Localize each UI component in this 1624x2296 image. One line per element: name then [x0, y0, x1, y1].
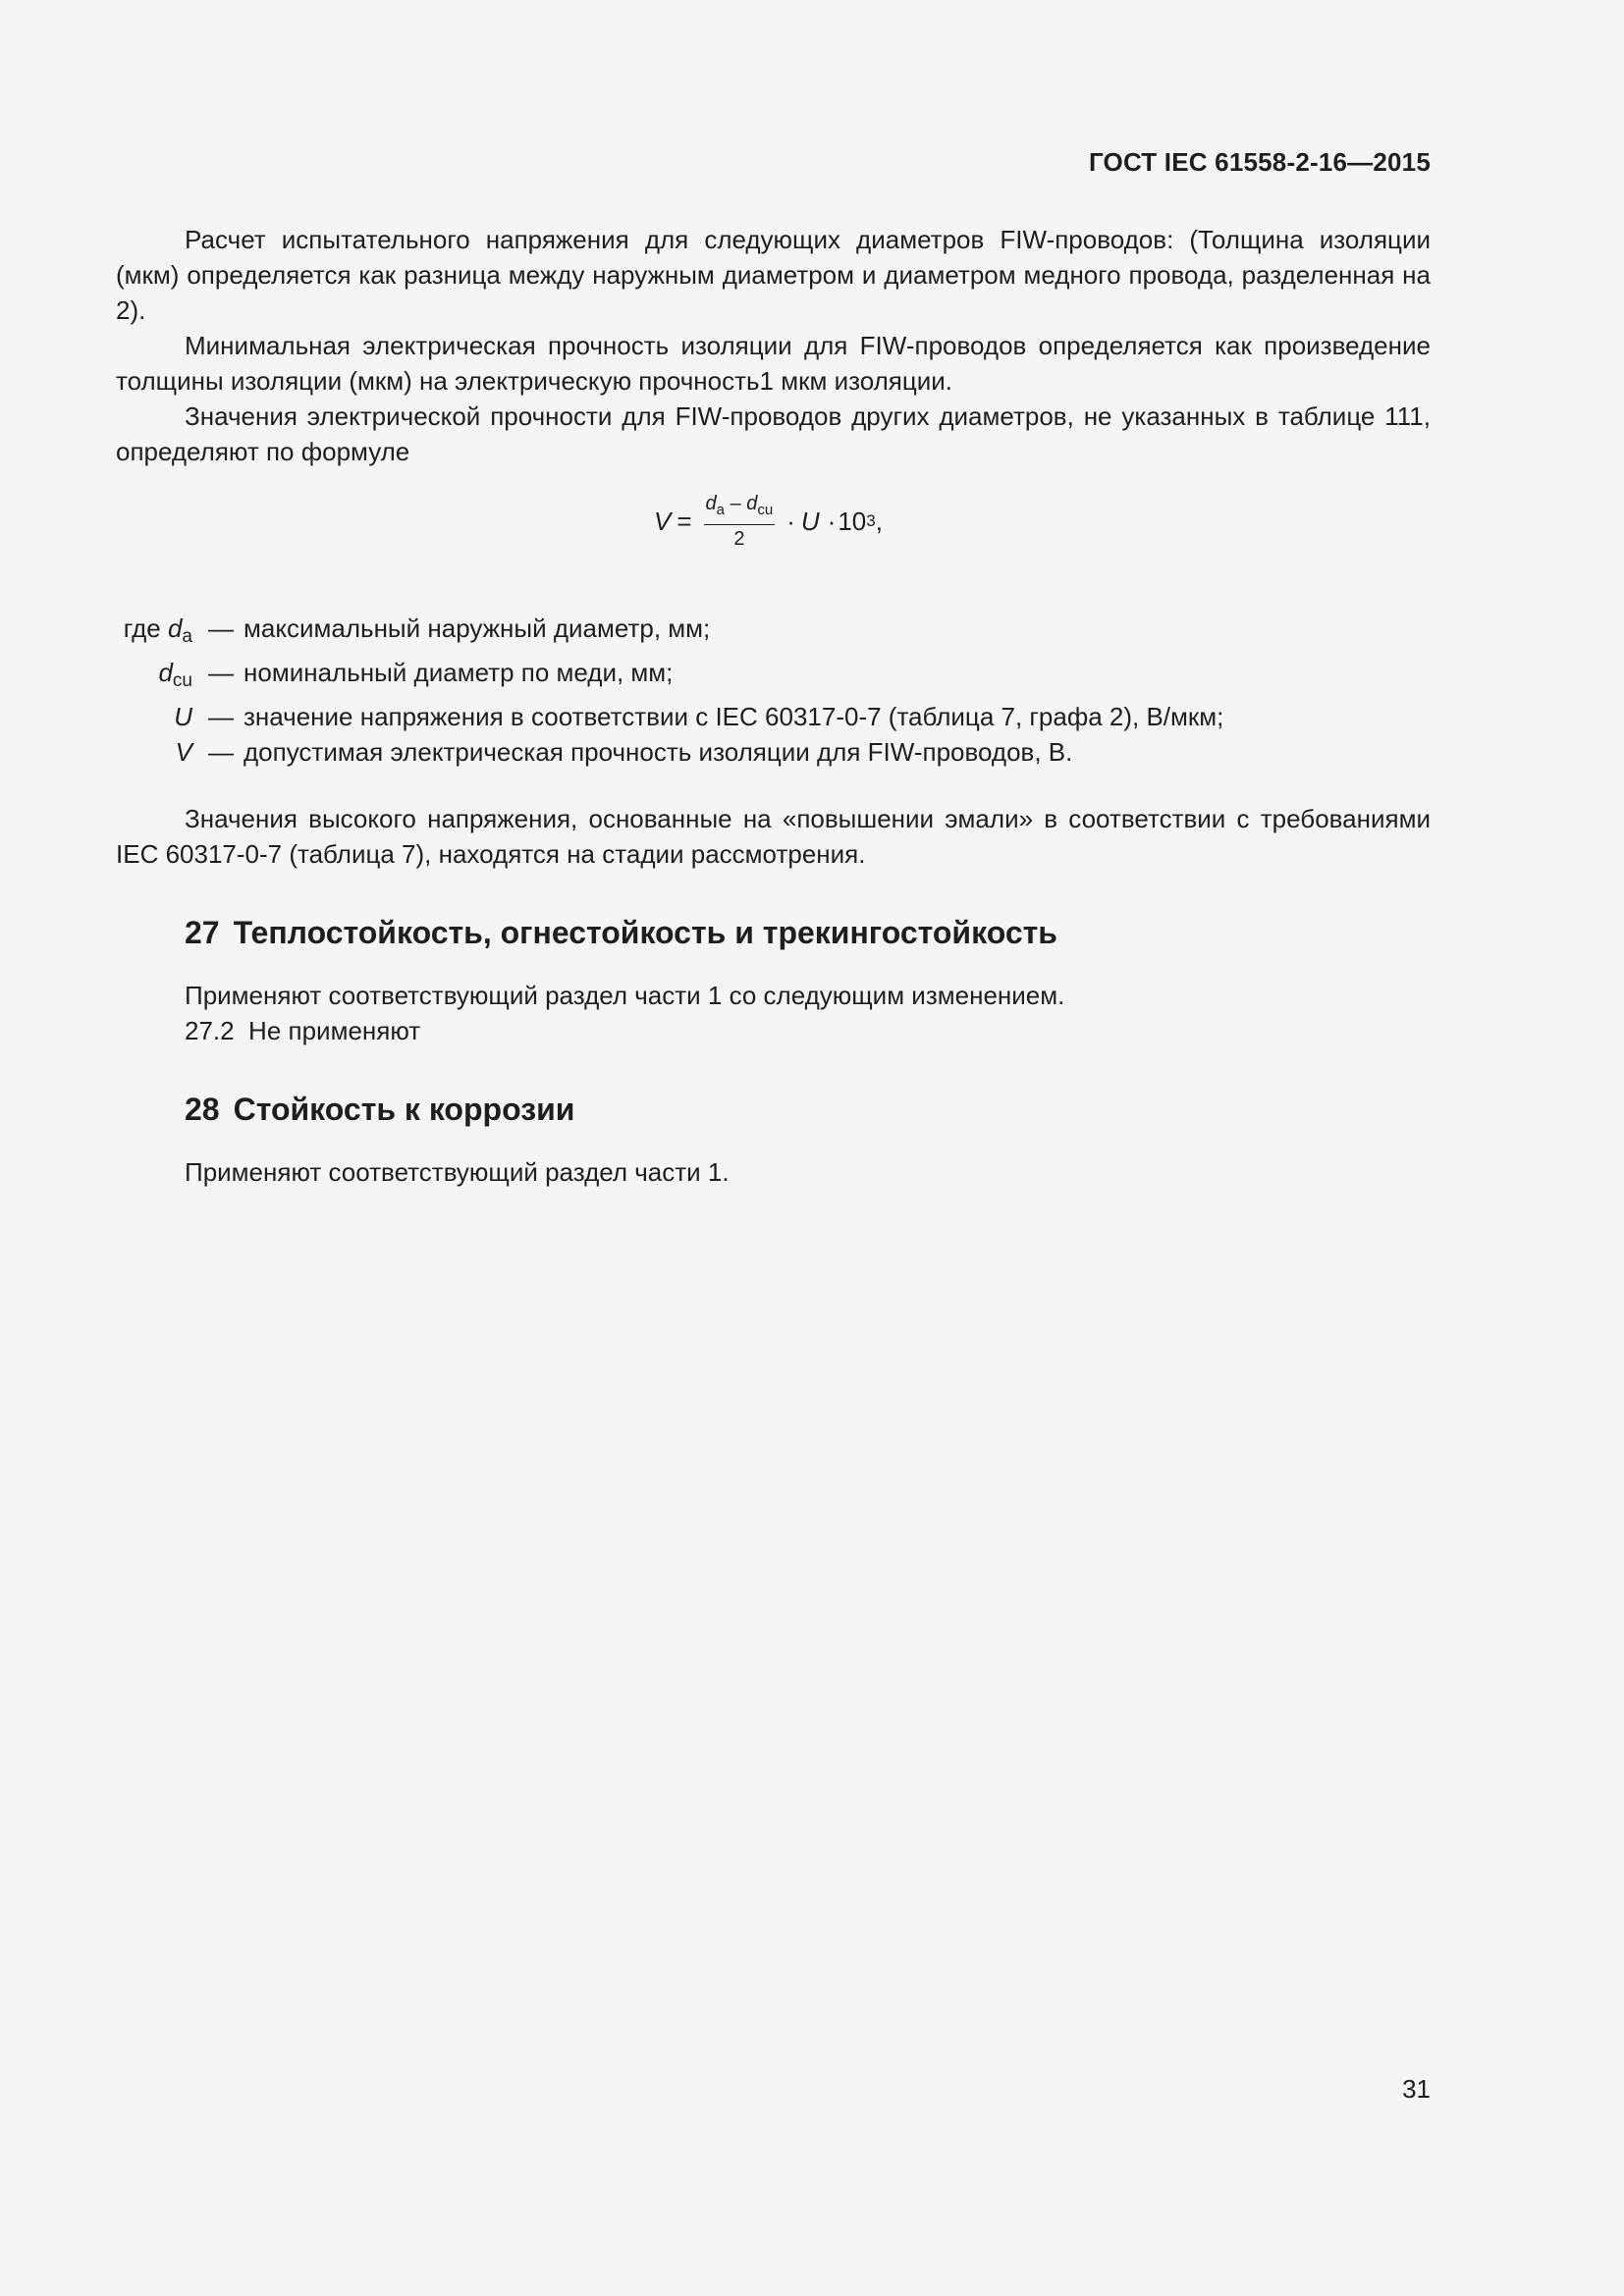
formula-equals: = [677, 507, 692, 536]
definition-symbol-sub: cu [172, 670, 192, 691]
definition-dash: — [208, 614, 234, 643]
definition-row [116, 611, 1431, 655]
formula-u: U [800, 507, 820, 536]
formula-dot-2: · [827, 507, 837, 536]
paragraph-formula-intro: Значения электрической прочности для FIW-проводов других диаметров, не указанных в таблице 111, определяют по формуле [116, 401, 1431, 466]
definition-dash: — [208, 737, 234, 767]
paragraph-high-voltage: Значения высокого напряжения, основанные на «повышении эмали» в соответствии с требованиями IEC 60317-0-7 (таблица 7), находятся на стадии рассмотрения. [116, 804, 1431, 869]
definition-text: значение напряжения в соответствии с IEC 60317-0-7 (таблица 7, графа 2), В/мкм; [244, 702, 1224, 731]
formula-dcu-sub: cu [757, 502, 774, 518]
definition-symbol [116, 655, 192, 699]
formula-power-base: 10 [838, 507, 867, 536]
definition-row [116, 734, 1431, 770]
section-heading-28 [116, 1090, 1431, 1129]
section-heading-27 [116, 913, 1431, 952]
formula-fraction [704, 492, 776, 551]
definitions-list [116, 611, 1431, 770]
formula-numerator [704, 492, 776, 525]
formula [654, 487, 883, 556]
paragraph-test-voltage: Расчет испытательного напряжения для следующих диаметров FIW-проводов: (Толщина изоляции (мкм) определяется как разница между наружным диаметром и диаметром медного провода, разделенная на 2). [116, 225, 1431, 325]
section-body-28 [116, 1154, 1431, 1190]
definition-text: допустимая электрическая прочность изоляции для FIW-проводов, В. [244, 737, 1073, 767]
definition-symbol [116, 734, 192, 770]
section-line: Применяют соответствующий раздел части 1. [185, 1157, 730, 1187]
document-header: ГОСТ IEC 61558-2-16—2015 [1088, 147, 1431, 177]
formula-da: d [705, 493, 717, 514]
definition-where: где [123, 614, 161, 643]
formula-block [116, 481, 1431, 569]
definition-symbol-var: V [175, 737, 192, 767]
formula-comma: , [875, 507, 883, 536]
formula-denominator: 2 [733, 528, 745, 550]
formula-lhs: V [654, 507, 672, 536]
formula-power-exp: 3 [866, 511, 876, 530]
page-number: 31 [1402, 2074, 1431, 2104]
definition-symbol [116, 699, 192, 734]
formula-dcu: d [746, 493, 758, 514]
definition-symbol-var: U [174, 702, 192, 731]
formula-da-sub: a [716, 502, 725, 518]
definition-dash: — [208, 658, 234, 687]
definition-symbol-sub: a [182, 626, 192, 647]
definition-dash: — [208, 702, 234, 731]
definition-text: номинальный диаметр по меди, мм; [244, 658, 674, 687]
definition-text: максимальный наружный диаметр, мм; [244, 614, 711, 643]
definition-symbol [116, 611, 192, 655]
section-body-27 [116, 978, 1431, 1048]
section-number: 28 [185, 1092, 220, 1127]
paragraph-min-strength: Минимальная электрическая прочность изоляции для FIW-проводов определяется как произведение толщины изоляции (мкм) на электрическую прочность1 мкм изоляции. [116, 331, 1431, 396]
definition-row [116, 699, 1431, 734]
section-number: 27 [185, 915, 220, 950]
section-title: Теплостойкость, огнестойкость и трекингостойкость [233, 915, 1057, 950]
section-title: Стойкость к коррозии [233, 1092, 575, 1127]
formula-minus: – [730, 493, 741, 514]
definition-row [116, 655, 1431, 699]
page-content [116, 222, 1431, 1190]
formula-dot: · [786, 507, 795, 536]
section-line: 27.2 Не применяют [185, 1016, 421, 1045]
definition-symbol-var: d [158, 658, 173, 687]
definition-symbol-var: d [167, 614, 183, 643]
section-line: Применяют соответствующий раздел части 1 со следующим изменением. [185, 981, 1065, 1010]
